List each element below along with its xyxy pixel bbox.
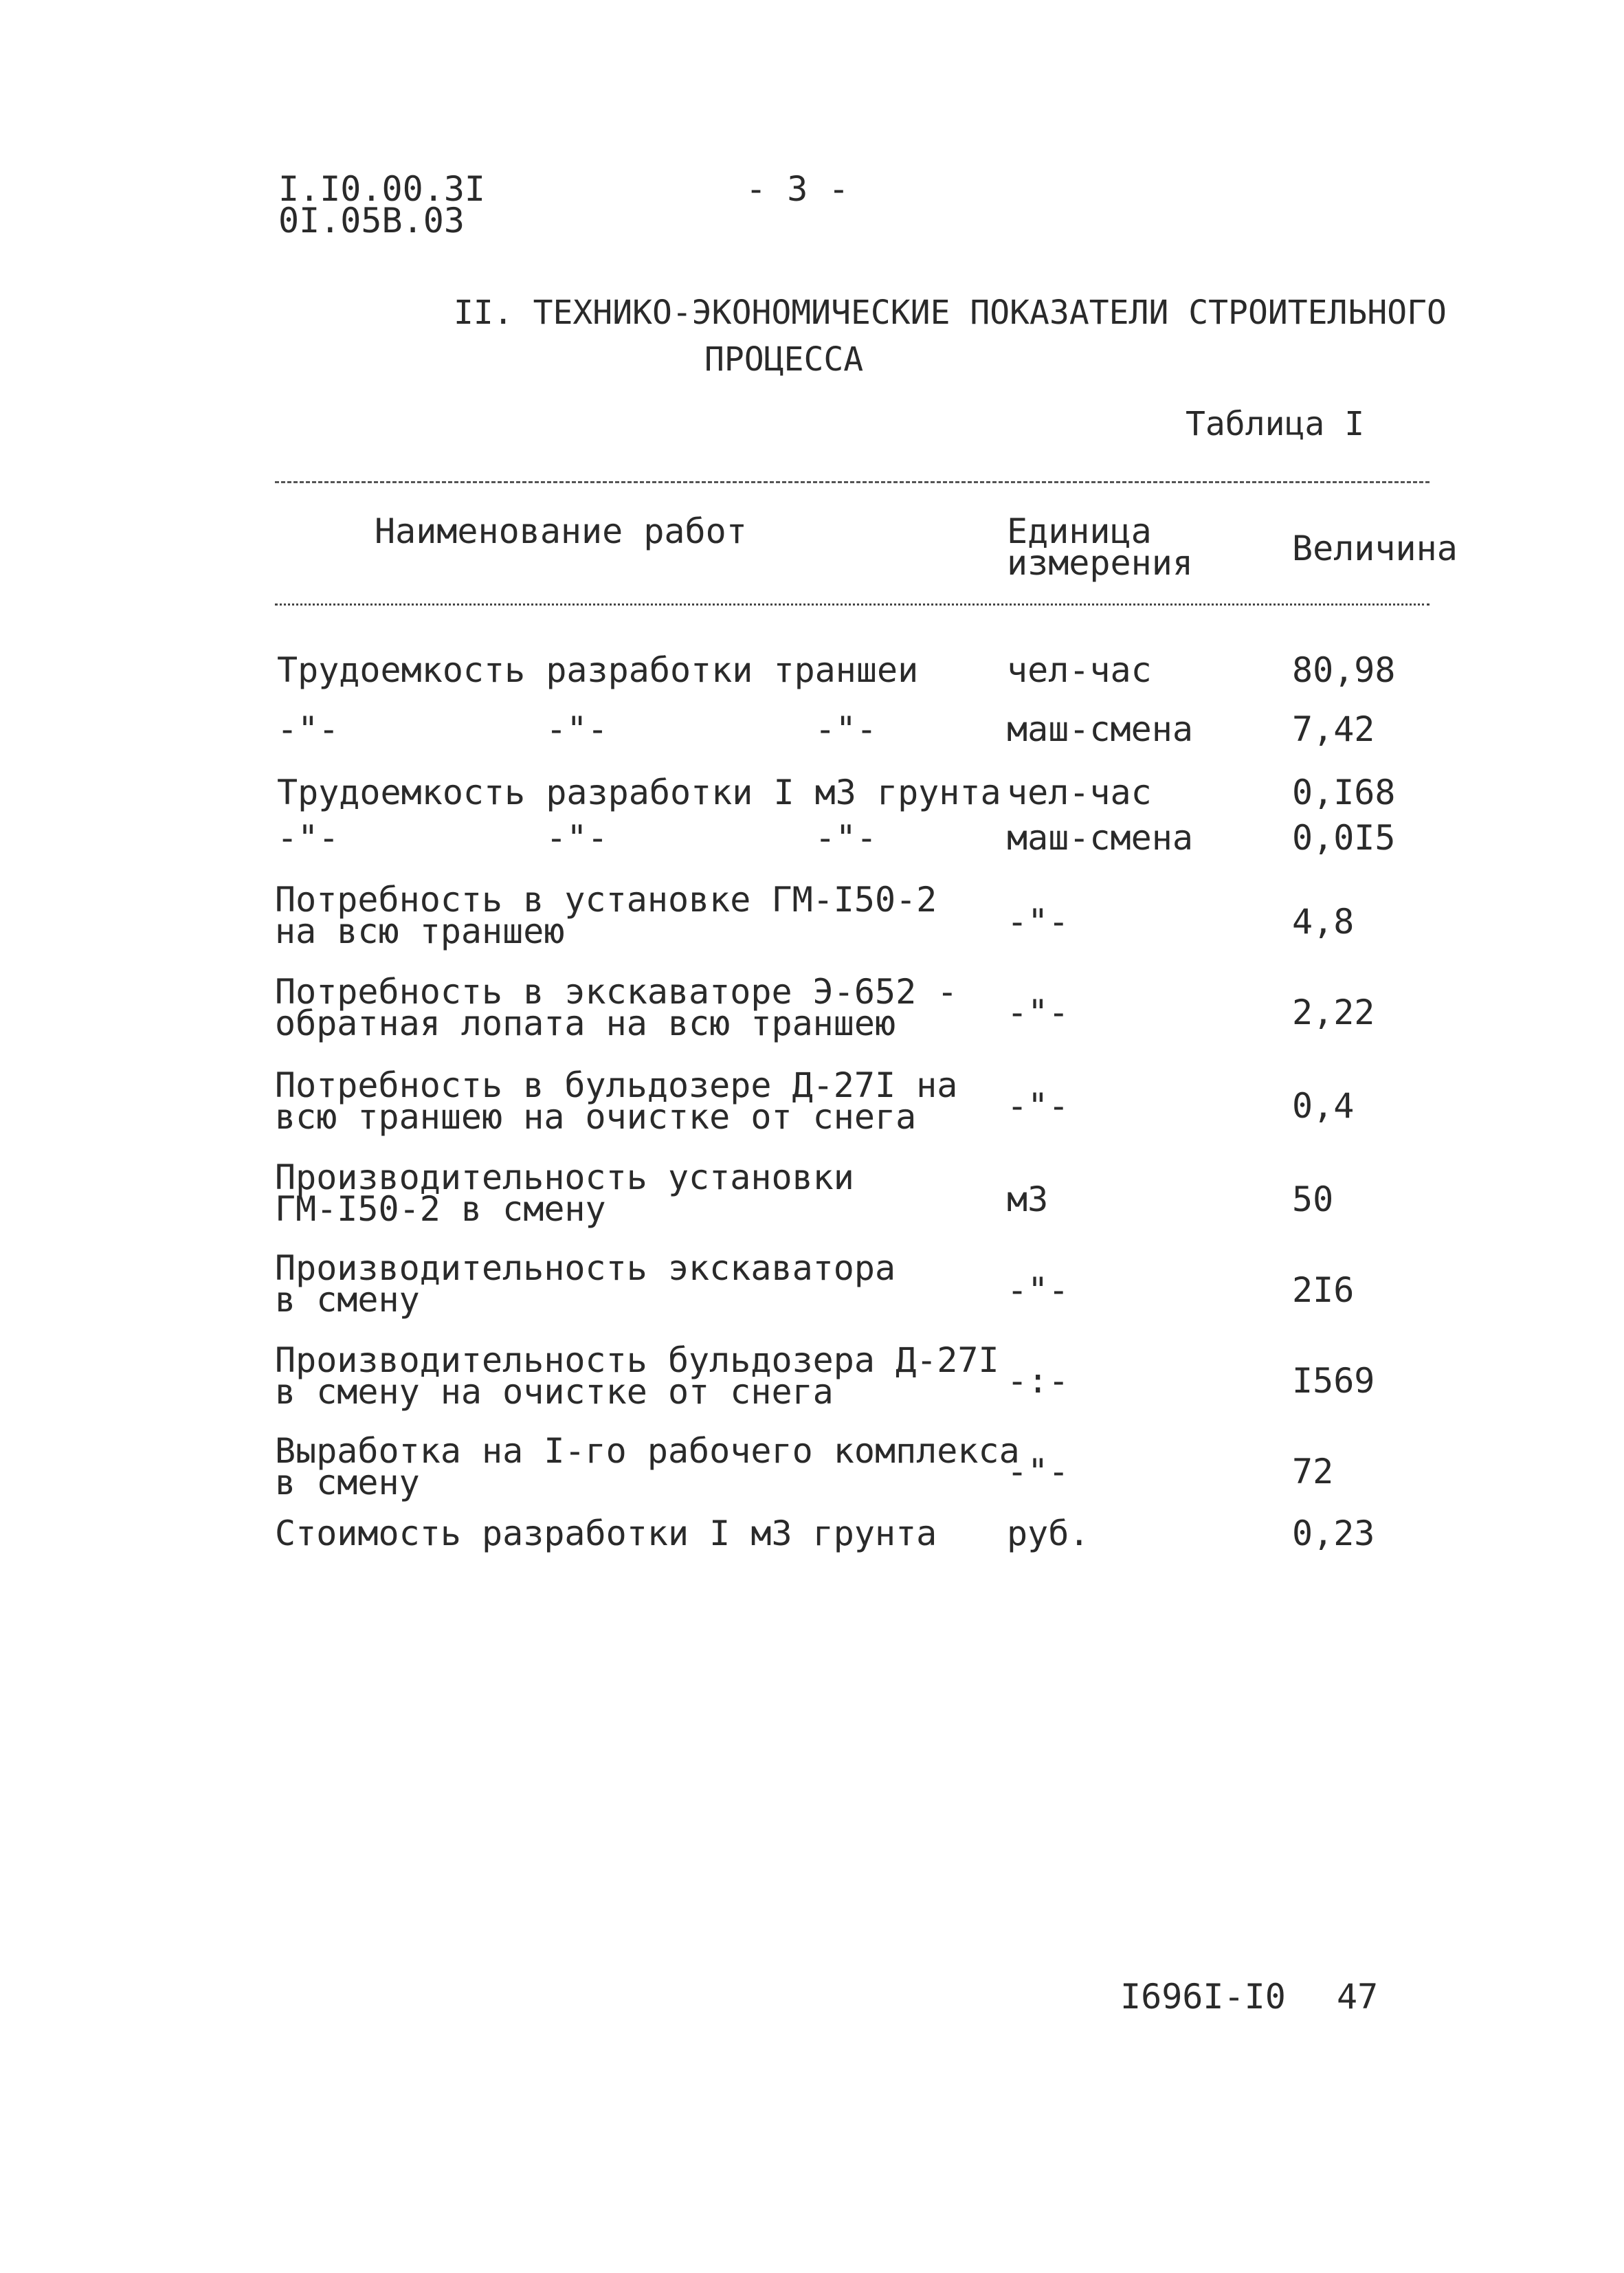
row-unit: -"- [1007,1452,1069,1492]
row-unit: чел-час [1007,773,1152,812]
row-unit: руб. [1007,1514,1090,1553]
row-name: в смену [275,1463,420,1503]
row-value: 0,0I5 [1292,818,1396,858]
row-name: Потребность в бульдозере Д-27I на [275,1065,958,1105]
row-value: 80,98 [1292,650,1396,690]
row-unit: м3 [1007,1179,1049,1219]
row-value: 2,22 [1292,993,1375,1032]
row-value: 0,23 [1292,1514,1375,1553]
document-code-line2: 0I.05B.03 [278,201,465,241]
table-caption: Таблица I [1186,405,1365,443]
row-name: -"- -"- -"- [277,709,877,749]
footer-sheet-number: 47 [1337,1977,1379,2017]
row-name: Стоимость разработки I м3 грунта [275,1514,937,1553]
row-value: 4,8 [1292,902,1355,942]
row-name: на всю траншею [275,911,565,951]
row-name: Потребность в экскаваторе Э-652 - [275,972,958,1012]
row-name: всю траншею на очистке от снега [275,1097,917,1137]
row-name: ГМ-I50-2 в смену [275,1189,606,1229]
row-name: в смену на очистке от снега [275,1372,834,1412]
row-value: 72 [1292,1452,1334,1492]
row-name: обратная лопата на всю траншею [275,1004,896,1043]
row-value: 2I6 [1292,1270,1355,1310]
row-value: 7,42 [1292,709,1375,749]
header-unit-line1: Единица [1007,511,1152,551]
row-name: Потребность в установке ГМ-I50-2 [275,880,937,920]
header-name: Наименование работ [375,511,747,551]
row-unit: -"- [1007,1086,1069,1126]
table-header-rule [275,603,1430,606]
row-unit: -"- [1007,993,1069,1032]
row-value: 0,4 [1292,1086,1355,1126]
row-name: Производительность бульдозера Д-27I [275,1340,999,1380]
row-name: Выработка на I-го рабочего комплекса [275,1431,1020,1471]
header-unit-line2: измерения [1007,543,1193,583]
row-unit: маш-смена [1007,818,1193,858]
row-name: Трудоемкость разработки траншеи [277,650,919,690]
row-name: Трудоемкость разработки I м3 грунта [277,773,1001,812]
page-number: - 3 - [746,169,849,209]
row-unit: -"- [1007,902,1069,942]
header-value: Величина [1292,529,1458,568]
row-name: Производительность установки [275,1157,854,1197]
row-unit: -"- [1007,1270,1069,1310]
table-top-rule [275,481,1430,483]
row-unit: -:- [1007,1361,1069,1401]
section-title-line2: ПРОЦЕССА [704,340,864,379]
footer-doc-number: I696I-I0 [1120,1977,1286,2017]
section-title-line1: II. ТЕХНИКО-ЭКОНОМИЧЕСКИЕ ПОКАЗАТЕЛИ СТРОИТЕЛЬНОГО [454,293,1447,332]
row-name: -"- -"- -"- [277,818,877,858]
row-value: 50 [1292,1179,1334,1219]
row-value: I569 [1292,1361,1375,1401]
row-unit: маш-смена [1007,709,1193,749]
row-unit: чел-час [1007,650,1152,690]
document-code-line1: I.I0.00.3I [278,169,486,209]
row-name: Производительность экскаватора [275,1248,896,1288]
row-name: в смену [275,1280,420,1320]
row-value: 0,I68 [1292,773,1396,812]
